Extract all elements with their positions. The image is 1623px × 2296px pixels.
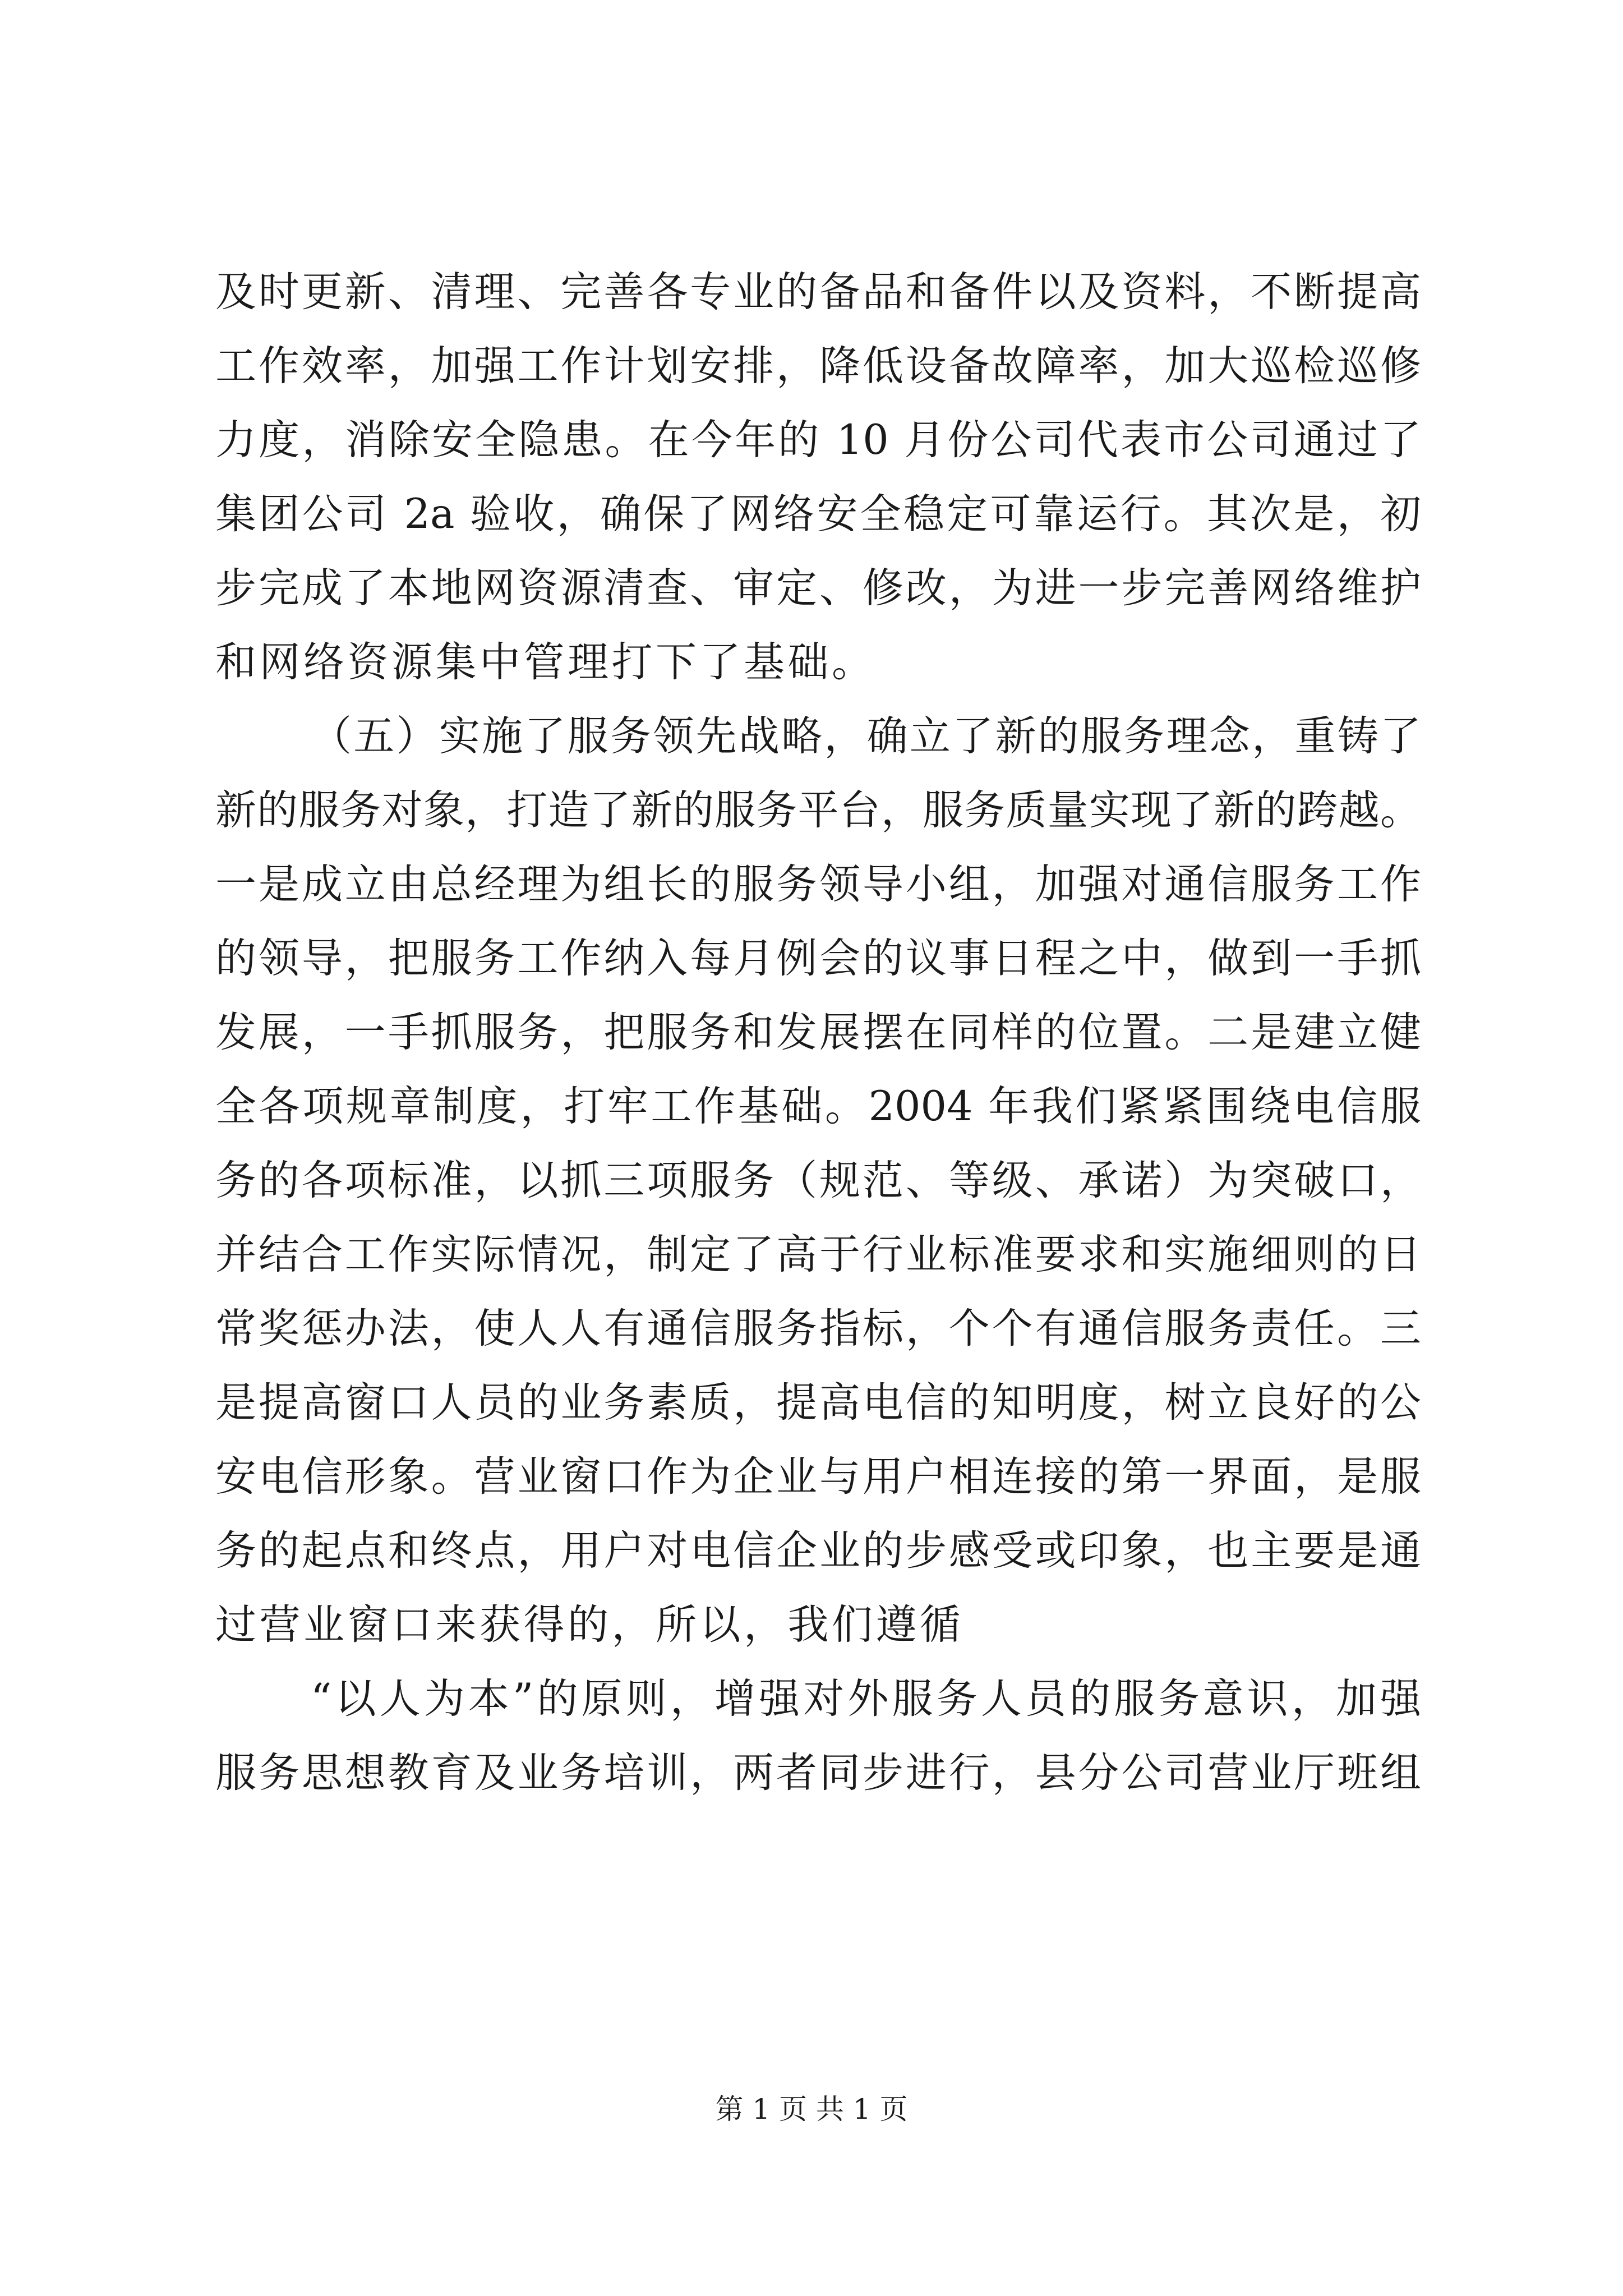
text-line: 力度，消除安全隐患。在今年的 10 月份公司代表市公司通过了 <box>215 416 1421 464</box>
text-line: 工作效率，加强工作计划安排，降低设备故障率，加大巡检巡修 <box>215 342 1421 390</box>
text-line: 过营业窗口来获得的，所以，我们遵循 <box>215 1601 964 1649</box>
paragraph-start-line: “以人为本”的原则，增强对外服务人员的服务意识，加强 <box>311 1675 1421 1723</box>
text-line: 一是成立由总经理为组长的服务领导小组，加强对通信服务工作 <box>215 861 1421 908</box>
text-line: 步完成了本地网资源清查、审定、修改，为进一步完善网络维护 <box>215 564 1421 612</box>
text-line: 常奖惩办法，使人人有通信服务指标，个个有通信服务责任。三 <box>215 1305 1421 1352</box>
text-line: 安电信形象。营业窗口作为企业与用户相连接的第一界面，是服 <box>215 1453 1421 1501</box>
text-line: 并结合工作实际情况，制定了高于行业标准要求和实施细则的日 <box>215 1231 1421 1278</box>
text-line: 及时更新、清理、完善各专业的备品和备件以及资料，不断提高 <box>215 268 1421 316</box>
text-line: 的领导，把服务工作纳入每月例会的议事日程之中，做到一手抓 <box>215 935 1421 982</box>
text-line: 是提高窗口人员的业务素质，提高电信的知明度，树立良好的公 <box>215 1379 1421 1427</box>
body-text <box>215 255 1421 1810</box>
text-line: 新的服务对象，打造了新的服务平台，服务质量实现了新的跨越。 <box>215 786 1421 834</box>
text-line: 发展，一手抓服务，把服务和发展摆在同样的位置。二是建立健 <box>215 1009 1421 1056</box>
text-line: 全各项规章制度，打牢工作基础。2004 年我们紧紧围绕电信服 <box>215 1083 1421 1130</box>
text-line: 服务思想教育及业务培训，两者同步进行，县分公司营业厅班组 <box>215 1749 1421 1797</box>
text-line: 集团公司 2a 验收，确保了网络安全稳定可靠运行。其次是，初 <box>215 490 1421 538</box>
text-line: 务的起点和终点，用户对电信企业的步感受或印象，也主要是通 <box>215 1527 1421 1575</box>
page-footer: 第 1 页 共 1 页 <box>715 2093 908 2125</box>
text-line: 务的各项标准，以抓三项服务（规范、等级、承诺）为突破口， <box>215 1157 1421 1204</box>
paragraph-start-line: （五）实施了服务领先战略，确立了新的服务理念，重铸了 <box>311 712 1421 760</box>
text-line: 和网络资源集中管理打下了基础。 <box>215 638 876 686</box>
